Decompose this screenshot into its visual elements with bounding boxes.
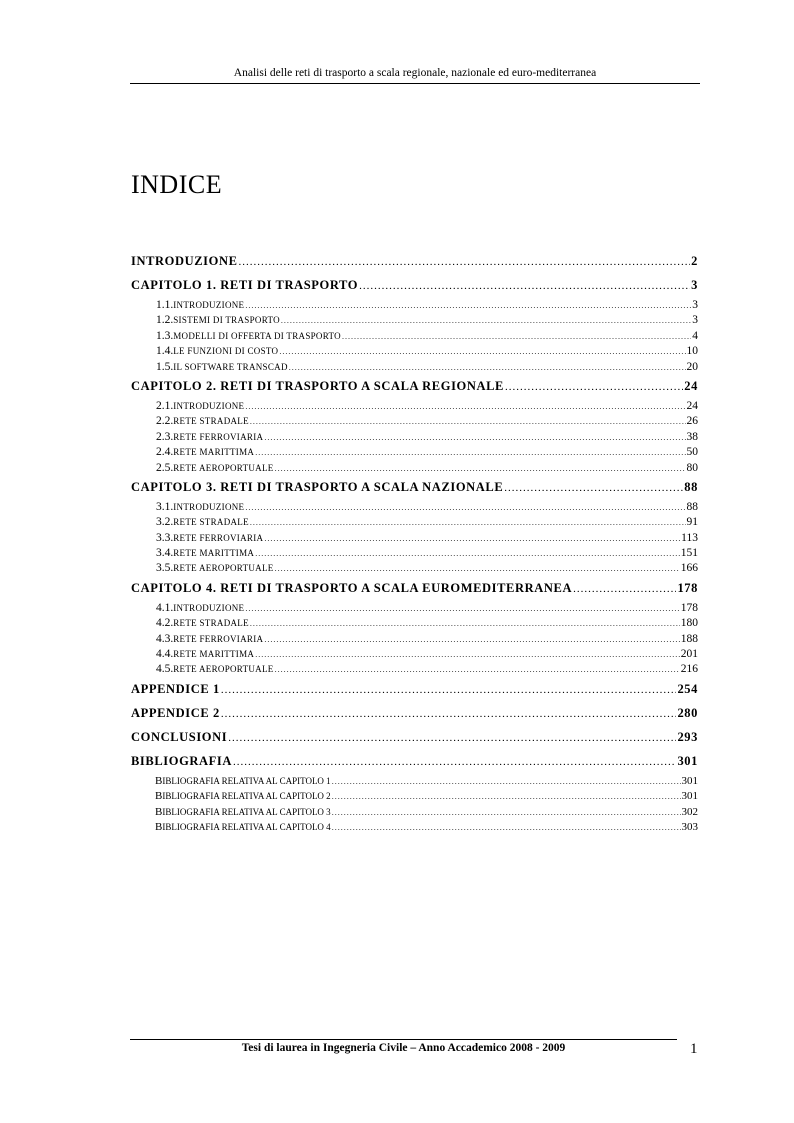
footer-rule [130, 1039, 677, 1040]
toc-subentry-label: RETE AEROPORTUALE [173, 462, 274, 473]
toc-subentry[interactable] [131, 462, 698, 477]
toc-subentry-label: RETE FERROVIARIA [173, 633, 264, 644]
toc-subentry[interactable] [131, 415, 698, 430]
toc-subentry[interactable] [131, 431, 698, 446]
toc-subentry-page: 4 [692, 329, 698, 342]
toc-subentry-page: 113 [681, 531, 698, 544]
toc-entry-page: 254 [677, 681, 698, 696]
page-title: INDICE [131, 170, 223, 199]
toc-subentry-label: BIBLIOGRAFIA RELATIVA AL CAPITOLO 3 [155, 805, 331, 818]
toc-subentry-number: 4.3. [156, 632, 174, 645]
toc-subentry-label: RETE AEROPORTUALE [173, 664, 274, 675]
toc-subentry-page: 188 [680, 632, 698, 645]
toc-subentry-label: RETE MARITTIMA [173, 447, 255, 458]
toc-subentry[interactable] [131, 299, 698, 314]
toc-subentry[interactable] [131, 648, 698, 663]
toc-subentry-label: INTRODUZIONE [173, 602, 245, 613]
dot-leader [332, 808, 681, 817]
toc-subentry-number: 1.5. [156, 360, 174, 373]
toc-subentry[interactable] [131, 501, 698, 516]
dot-leader [250, 518, 686, 527]
header-rule [130, 83, 700, 84]
toc-subentry-page: 302 [681, 805, 698, 818]
toc-subentry-page: 50 [686, 446, 698, 459]
toc-subentry-page: 303 [681, 820, 698, 833]
toc-subentry-page: 26 [686, 415, 698, 428]
toc-subentry-number: 2.5. [156, 461, 174, 474]
toc-subentry-label: RETE STRADALE [173, 517, 249, 528]
toc-entry-bibliografia[interactable] [131, 754, 698, 775]
toc-subentry-page: 88 [686, 500, 698, 513]
toc-subentry-page: 91 [686, 516, 698, 529]
toc-subentry[interactable] [131, 547, 698, 562]
dot-leader [359, 280, 690, 292]
toc-subentry-number: 1.4. [156, 345, 174, 358]
toc-subentry-number: 1.3. [156, 329, 174, 342]
dot-leader [264, 433, 685, 442]
toc-subentry-number: 3.4. [156, 547, 174, 560]
toc-subentry-page: 151 [680, 547, 698, 560]
dot-leader [332, 792, 681, 801]
toc-subentry-number: 4.2. [156, 617, 174, 630]
toc-entry-page: 301 [677, 753, 698, 768]
dot-leader [264, 534, 680, 543]
toc-subentry-number: 3.5. [156, 562, 174, 575]
toc-subentry-page: 3 [692, 314, 698, 327]
toc-subentry-label: IL SOFTWARE TRANSCAD [173, 361, 288, 372]
page-number: 1 [690, 1041, 698, 1057]
toc-subentry[interactable] [131, 446, 698, 461]
toc-subentry-number: 3.3. [156, 531, 174, 544]
toc-subentry-number: 2.1. [156, 399, 174, 412]
toc-entry-capitolo-4[interactable] [131, 581, 698, 602]
dot-leader [233, 756, 676, 768]
toc-entry-capitolo-3[interactable] [131, 480, 698, 501]
toc-entry-capitolo-2[interactable] [131, 379, 698, 400]
dot-leader [239, 256, 691, 268]
toc-subentry-label: INTRODUZIONE [173, 400, 245, 411]
dot-leader [255, 448, 685, 457]
toc-subentry-label: RETE MARITTIMA [173, 548, 255, 559]
toc-subentry[interactable] [131, 775, 698, 790]
toc-subentry-label: INTRODUZIONE [173, 501, 245, 512]
toc-subentry-page: 301 [681, 774, 698, 787]
dot-leader [505, 381, 683, 393]
dot-leader [245, 402, 685, 411]
toc-entry-page: 3 [691, 278, 698, 292]
toc-entry-page: 293 [677, 729, 698, 744]
toc-entry-conclusioni[interactable] [131, 730, 698, 751]
toc-subentry-label: RETE STRADALE [173, 618, 249, 629]
toc-subentry-page: 301 [681, 790, 698, 803]
toc-subentry-page: 201 [680, 648, 698, 661]
dot-leader [250, 417, 686, 426]
toc-subentry-page: 10 [686, 345, 698, 358]
toc-subentry[interactable] [131, 400, 698, 415]
toc-subentry[interactable] [131, 345, 698, 360]
dot-leader [275, 665, 680, 674]
toc-subentry[interactable] [131, 617, 698, 632]
toc-subentry-page: 20 [686, 360, 698, 373]
dot-leader [255, 650, 680, 659]
toc-entry-label: CAPITOLO 1. RETI DI TRASPORTO [131, 278, 359, 292]
toc-subentry-number: 3.2. [156, 516, 174, 529]
dot-leader [281, 316, 691, 325]
toc-entry-capitolo-1[interactable] [131, 278, 698, 299]
toc-subentry-number: 1.2. [156, 314, 174, 327]
dot-leader [504, 482, 683, 494]
running-header: Analisi delle reti di trasporto a scala regionale, nazionale ed euro-mediterranea [233, 67, 597, 79]
dot-leader [573, 583, 676, 595]
toc-subentry[interactable] [131, 516, 698, 531]
toc-subentry-page: 178 [680, 601, 698, 614]
toc-subentry-page: 3 [692, 299, 698, 311]
toc-subentry-label: RETE FERROVIARIA [173, 532, 264, 543]
dot-leader [245, 604, 679, 613]
toc-subentry-page: 80 [686, 461, 698, 474]
toc-entry-appendice-1[interactable] [131, 682, 698, 703]
toc-subentry-label: BIBLIOGRAFIA RELATIVA AL CAPITOLO 2 [155, 790, 331, 803]
dot-leader [264, 635, 679, 644]
toc-subentry-number: 3.1. [156, 500, 174, 513]
dot-leader [275, 564, 680, 573]
toc-entry-page: 24 [684, 378, 698, 393]
toc-subentry-number: 2.2. [156, 415, 174, 428]
toc-subentry-number: 4.4. [156, 648, 174, 661]
toc-subentry[interactable] [131, 790, 698, 805]
toc-subentry-number: 4.5. [156, 663, 174, 676]
toc-entry-page: 280 [677, 705, 698, 720]
table-of-contents [131, 254, 698, 836]
toc-subentry-number: 4.1. [156, 601, 174, 614]
toc-subentry-page: 166 [680, 562, 698, 575]
toc-entry-page: 88 [684, 479, 698, 494]
toc-entry-label: APPENDICE 2 [131, 705, 220, 720]
toc-subentry[interactable] [131, 330, 698, 345]
dot-leader [275, 464, 686, 473]
toc-subentry-label: RETE AEROPORTUALE [173, 563, 274, 574]
toc-subentry[interactable] [131, 361, 698, 376]
toc-entry-label: APPENDICE 1 [131, 681, 220, 696]
toc-entry-label: CAPITOLO 2. RETI DI TRASPORTO A SCALA REGIONALE [131, 378, 504, 393]
dot-leader [255, 549, 680, 558]
toc-subentry-page: 24 [686, 399, 698, 412]
toc-subentry-page: 180 [680, 617, 698, 630]
toc-subentry-label: MODELLI DI OFFERTA DI TRASPORTO [173, 330, 341, 341]
toc-subentry[interactable] [131, 633, 698, 648]
toc-subentry-label: BIBLIOGRAFIA RELATIVA AL CAPITOLO 4 [155, 820, 331, 833]
dot-leader [279, 347, 685, 356]
dot-leader [245, 503, 685, 512]
toc-entry-label: INTRODUZIONE [131, 254, 238, 268]
dot-leader [228, 732, 676, 744]
toc-entry-label: CONCLUSIONI [131, 729, 228, 744]
toc-subentry[interactable] [131, 806, 698, 821]
toc-subentry[interactable] [131, 821, 698, 836]
dot-leader [332, 823, 681, 832]
dot-leader [221, 708, 677, 720]
toc-subentry-number: 1.1. [156, 299, 174, 311]
toc-subentry[interactable] [131, 532, 698, 547]
toc-subentry[interactable] [131, 602, 698, 617]
dot-leader [342, 332, 691, 341]
toc-entry-appendice-2[interactable] [131, 706, 698, 727]
toc-subentry-number: 2.4. [156, 446, 174, 459]
toc-subentry-label: LE FUNZIONI DI COSTO [173, 346, 279, 357]
toc-subentry-number: 2.3. [156, 430, 174, 443]
dot-leader [250, 619, 680, 628]
toc-subentry-label: BIBLIOGRAFIA RELATIVA AL CAPITOLO 1 [155, 774, 331, 787]
toc-subentry[interactable] [131, 314, 698, 329]
footer-text: Tesi di laurea in Ingegneria Civile – Anno Accademico 2008 - 2009 [241, 1042, 566, 1054]
dot-leader [245, 301, 691, 310]
toc-entry-introduzione[interactable] [131, 254, 698, 275]
toc-subentry[interactable] [131, 562, 698, 577]
toc-subentry-page: 38 [686, 430, 698, 443]
toc-entry-label: BIBLIOGRAFIA [131, 753, 232, 768]
toc-subentry-label: INTRODUZIONE [173, 300, 245, 310]
toc-subentry-label: RETE STRADALE [173, 416, 249, 427]
toc-entry-page: 2 [691, 254, 698, 268]
toc-entry-page: 178 [677, 580, 698, 595]
dot-leader [332, 777, 681, 786]
dot-leader [289, 363, 686, 372]
toc-subentry-label: RETE FERROVIARIA [173, 431, 264, 442]
toc-subentry-label: RETE MARITTIMA [173, 649, 255, 660]
toc-entry-label: CAPITOLO 3. RETI DI TRASPORTO A SCALA NAZIONALE [131, 479, 504, 494]
toc-entry-label: CAPITOLO 4. RETI DI TRASPORTO A SCALA EUROMEDITERRANEA [131, 580, 573, 595]
toc-subentry[interactable] [131, 663, 698, 678]
toc-subentry-page: 216 [680, 663, 698, 676]
dot-leader [221, 684, 677, 696]
toc-subentry-label: SISTEMI DI TRASPORTO [173, 315, 280, 326]
